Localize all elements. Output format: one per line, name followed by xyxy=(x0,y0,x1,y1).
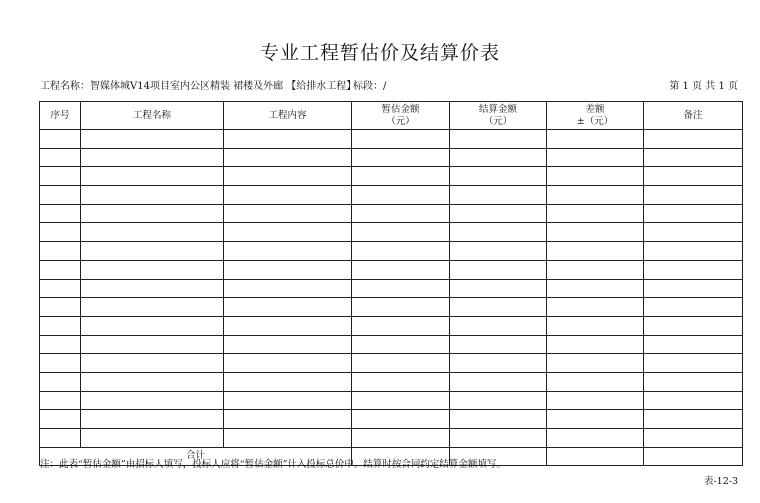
table-cell xyxy=(224,260,352,279)
table-cell xyxy=(352,167,450,186)
table-cell xyxy=(450,335,547,354)
table-cell xyxy=(450,354,547,373)
table-cell xyxy=(40,429,81,448)
total-difference-cell xyxy=(547,447,644,465)
table-cell xyxy=(644,279,743,298)
table-cell xyxy=(224,204,352,223)
table-row xyxy=(40,167,743,186)
table-cell xyxy=(644,204,743,223)
column-header-label: 结算金额 xyxy=(478,103,517,115)
table-cell xyxy=(450,372,547,391)
table-cell xyxy=(547,372,644,391)
column-header-unit: （元） xyxy=(386,115,415,127)
table-row xyxy=(40,223,743,242)
table-cell xyxy=(81,223,224,242)
table-cell xyxy=(352,391,450,410)
table-cell xyxy=(547,223,644,242)
table-cell xyxy=(40,223,81,242)
table-cell xyxy=(644,186,743,205)
table-cell xyxy=(450,279,547,298)
table-cell xyxy=(224,279,352,298)
table-cell xyxy=(224,167,352,186)
table-cell xyxy=(547,429,644,448)
table-cell xyxy=(81,298,224,317)
table-header-row xyxy=(40,102,743,130)
table-cell xyxy=(40,372,81,391)
table-cell xyxy=(224,186,352,205)
table-cell xyxy=(40,335,81,354)
table-cell xyxy=(40,410,81,429)
table-row xyxy=(40,242,743,261)
table-cell xyxy=(81,279,224,298)
table-row xyxy=(40,429,743,448)
table-cell xyxy=(224,372,352,391)
table-cell xyxy=(81,167,224,186)
table-cell xyxy=(644,130,743,149)
table-cell xyxy=(81,410,224,429)
table-row xyxy=(40,279,743,298)
table-cell xyxy=(40,260,81,279)
table-cell xyxy=(547,335,644,354)
table-cell xyxy=(40,186,81,205)
table-cell xyxy=(644,242,743,261)
column-header-label: 序号 xyxy=(50,109,70,121)
estimate-settlement-table xyxy=(39,101,743,466)
table-cell xyxy=(40,298,81,317)
table-cell xyxy=(644,223,743,242)
footnote: 注：此表“暂估金额”由招标人填写，投标人应将“暂估金额”计入投标总价中。结算时按合同约定结算金额填写。 xyxy=(40,459,506,470)
table-cell xyxy=(81,429,224,448)
project-name: 工程名称：智媒体城V14项目室内公区精装 裙楼及外廊 【给排水工程】 xyxy=(40,81,357,92)
table-cell xyxy=(224,391,352,410)
page-indicator: 第 1 页 共 1 页 xyxy=(669,81,738,92)
table-cell xyxy=(547,354,644,373)
table-cell xyxy=(352,354,450,373)
table-cell xyxy=(352,410,450,429)
table-cell xyxy=(81,354,224,373)
table-row xyxy=(40,335,743,354)
table-cell xyxy=(352,279,450,298)
table-row xyxy=(40,391,743,410)
table-cell xyxy=(450,316,547,335)
table-cell xyxy=(224,223,352,242)
table-cell xyxy=(450,429,547,448)
table-cell xyxy=(40,316,81,335)
table-row xyxy=(40,148,743,167)
table-cell xyxy=(644,298,743,317)
table-cell xyxy=(40,354,81,373)
table-cell xyxy=(40,130,81,149)
table-cell xyxy=(644,167,743,186)
table-cell xyxy=(450,391,547,410)
table-cell xyxy=(81,130,224,149)
table-cell xyxy=(644,372,743,391)
table-row xyxy=(40,260,743,279)
table-cell xyxy=(450,223,547,242)
column-header-label: 暂估金额 xyxy=(381,103,420,115)
table-cell xyxy=(224,354,352,373)
document-title: 专业工程暂估价及结算价表 xyxy=(259,42,500,64)
table-cell xyxy=(224,335,352,354)
table-cell xyxy=(40,167,81,186)
table-cell xyxy=(547,279,644,298)
table-cell xyxy=(224,242,352,261)
table-row xyxy=(40,204,743,223)
table-row xyxy=(40,316,743,335)
table-cell xyxy=(81,335,224,354)
table-row xyxy=(40,130,743,149)
table-cell xyxy=(352,186,450,205)
table-cell xyxy=(40,279,81,298)
table-cell xyxy=(224,130,352,149)
column-header-label: 备注 xyxy=(683,109,703,121)
table-row xyxy=(40,298,743,317)
table-cell xyxy=(547,186,644,205)
table-cell xyxy=(352,242,450,261)
section-label: 标段：/ xyxy=(353,81,387,92)
table-cell xyxy=(40,391,81,410)
table-cell xyxy=(450,167,547,186)
table-cell xyxy=(352,148,450,167)
table-cell xyxy=(224,316,352,335)
table-cell xyxy=(644,391,743,410)
table-cell xyxy=(547,148,644,167)
column-header-unit: ±（元） xyxy=(576,115,614,127)
table-cell xyxy=(644,354,743,373)
table-cell xyxy=(547,391,644,410)
column-header xyxy=(352,102,450,130)
column-header xyxy=(81,102,224,130)
table-cell xyxy=(81,186,224,205)
table-cell xyxy=(547,130,644,149)
form-number: 表-12-3 xyxy=(703,476,738,487)
table-cell xyxy=(81,242,224,261)
table-cell xyxy=(450,186,547,205)
table-cell xyxy=(81,316,224,335)
table-cell xyxy=(40,242,81,261)
table-row xyxy=(40,410,743,429)
table-cell xyxy=(81,260,224,279)
table-cell xyxy=(352,335,450,354)
table-cell xyxy=(81,148,224,167)
table-cell xyxy=(81,372,224,391)
table-cell xyxy=(224,429,352,448)
table-cell xyxy=(224,148,352,167)
table-cell xyxy=(547,242,644,261)
table-cell xyxy=(547,298,644,317)
table-cell xyxy=(352,429,450,448)
table-cell xyxy=(352,316,450,335)
table-row xyxy=(40,372,743,391)
table-cell xyxy=(352,260,450,279)
table-cell xyxy=(644,410,743,429)
column-header xyxy=(547,102,644,130)
table-cell xyxy=(644,316,743,335)
total-label: 合计 xyxy=(40,447,352,465)
table-cell xyxy=(352,372,450,391)
table-cell xyxy=(40,148,81,167)
table-cell xyxy=(81,204,224,223)
table-cell xyxy=(547,167,644,186)
table-cell xyxy=(352,204,450,223)
table-cell xyxy=(547,260,644,279)
table-cell xyxy=(450,148,547,167)
column-header xyxy=(644,102,743,130)
column-header-label: 工程名称 xyxy=(132,109,171,121)
table-cell xyxy=(644,335,743,354)
table-cell xyxy=(450,410,547,429)
column-header-label: 差额 xyxy=(585,103,605,115)
table-cell xyxy=(40,204,81,223)
table-cell xyxy=(224,410,352,429)
table-cell xyxy=(450,242,547,261)
column-header-unit: （元） xyxy=(483,115,513,127)
table-cell xyxy=(352,130,450,149)
table-cell xyxy=(352,298,450,317)
column-header xyxy=(40,102,81,130)
column-header-label: 工程内容 xyxy=(268,109,307,121)
table-cell xyxy=(547,204,644,223)
table-cell xyxy=(450,130,547,149)
table-cell xyxy=(547,410,644,429)
table-cell xyxy=(352,223,450,242)
table-row xyxy=(40,354,743,373)
table-cell xyxy=(547,316,644,335)
table-cell xyxy=(644,429,743,448)
table-cell xyxy=(644,148,743,167)
column-header xyxy=(450,102,547,130)
table-cell xyxy=(81,391,224,410)
table-cell xyxy=(450,204,547,223)
table-cell xyxy=(450,298,547,317)
table-cell xyxy=(224,298,352,317)
table-body xyxy=(40,130,743,448)
table-cell xyxy=(644,260,743,279)
total-remark-cell xyxy=(644,447,743,465)
table-row xyxy=(40,186,743,205)
table-cell xyxy=(450,260,547,279)
column-header xyxy=(224,102,352,130)
